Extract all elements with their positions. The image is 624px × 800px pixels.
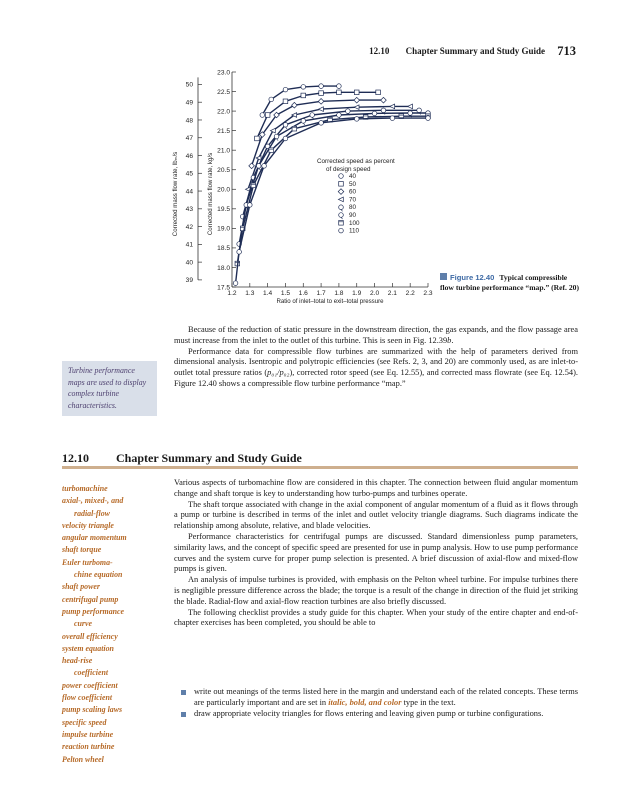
y-tick-label-kg: 23.0 — [217, 69, 230, 77]
checklist-item-1-highlight: italic, bold, and color — [328, 697, 402, 707]
series-point — [337, 113, 342, 118]
key-term: coefficient — [74, 668, 109, 678]
series-point — [301, 93, 306, 98]
legend-marker — [339, 228, 344, 233]
series-point — [283, 122, 288, 127]
key-term: pump scaling laws — [62, 705, 123, 715]
series-line — [239, 113, 428, 244]
legend-title-line-2: of design speed — [326, 166, 371, 173]
legend-marker — [339, 182, 344, 187]
chart-series — [233, 84, 430, 286]
checklist-item — [174, 687, 578, 709]
header-section-number: 12.10 — [369, 46, 390, 56]
series-point — [251, 183, 256, 188]
series-point — [318, 99, 324, 105]
y-tick-label-kg: 22.0 — [217, 108, 230, 116]
y-tick-label-kg: 18.5 — [217, 245, 230, 253]
x-tick-label: 1.5 — [280, 290, 291, 297]
legend-label: 50 — [349, 180, 357, 188]
y-axis-label-kg: Corrected mass flow rate, kg/s — [207, 152, 214, 236]
chart-legend — [317, 158, 395, 235]
x-tick-label: 1.3 — [245, 290, 255, 297]
series-point — [269, 148, 274, 153]
series-point — [256, 164, 261, 169]
y-axis-label-lb: Corrected mass flow rate, lbₘ/s — [172, 151, 179, 237]
series-point — [390, 116, 395, 121]
y-tick-label-kg: 19.0 — [217, 225, 230, 233]
series-point — [233, 281, 238, 286]
x-tick-label: 2.1 — [387, 290, 397, 297]
legend-label: 40 — [349, 173, 357, 180]
checklist-item — [174, 709, 578, 720]
series-point — [408, 111, 413, 116]
series-point — [381, 108, 386, 113]
series-point — [381, 97, 387, 103]
x-tick-label: 1.2 — [227, 290, 237, 297]
intro-paragraph-1 — [174, 325, 578, 347]
key-term: axial-, mixed-, and — [62, 496, 124, 506]
series-point — [376, 90, 381, 95]
header-title: Chapter Summary and Study Guide — [405, 46, 545, 56]
y-tick-label-lb: 40 — [185, 259, 193, 267]
series-point — [265, 113, 270, 118]
caption-square-icon — [440, 273, 447, 280]
series-point — [354, 97, 360, 103]
x-tick-label: 2.3 — [423, 290, 433, 297]
y-tick-label-lb: 46 — [185, 152, 193, 160]
series-point — [318, 107, 323, 112]
key-terms-list — [62, 483, 162, 766]
legend-marker — [338, 197, 343, 202]
series-point — [283, 99, 288, 104]
series-point-tail — [303, 123, 305, 125]
key-term: Pelton wheel — [62, 754, 104, 764]
legend-label: 70 — [349, 196, 357, 204]
figure-caption-text: Typical compressible flow turbine performance “map.” (Ref. 20) — [440, 273, 579, 292]
key-term: curve — [74, 619, 92, 629]
series-90-percent-speed — [237, 111, 430, 248]
x-tick-label: 1.7 — [316, 290, 326, 297]
legend-marker — [339, 221, 344, 226]
key-term: turbomachine — [62, 484, 108, 493]
legend-label: 90 — [349, 212, 357, 219]
key-term: impulse turbine — [62, 729, 114, 739]
checklist-item-1-text: write out meanings of the terms listed here in the margin and understand each of the related concepts. These terms are particularly important and are set in — [194, 687, 578, 707]
key-term: radial-flow — [74, 508, 110, 518]
x-tick-label: 1.4 — [263, 290, 273, 297]
series-point — [249, 163, 255, 169]
figure-number: Figure 12.40 — [450, 273, 495, 282]
margin-note: Turbine performance maps are used to display complex turbine characteristics. — [62, 361, 157, 416]
legend-marker-tail — [341, 217, 343, 219]
x-axis-label: Ratio of inlet–total to exit–total pressure — [276, 298, 384, 305]
series-point-tail — [277, 139, 279, 141]
section-rule — [62, 466, 578, 469]
series-point — [283, 87, 288, 92]
series-point — [310, 113, 315, 118]
y-tick-label-kg: 19.5 — [217, 206, 230, 214]
series-110-percent-speed — [233, 116, 430, 286]
y-tick-label-kg: 18.0 — [217, 264, 230, 272]
y-tick-label-lb: 50 — [185, 81, 193, 89]
key-term: angular momentum — [62, 533, 127, 543]
y-tick-label-lb: 41 — [185, 241, 193, 249]
key-term: Euler turboma- — [62, 557, 113, 567]
series-point — [319, 121, 324, 126]
y-tick-label-lb: 47 — [185, 135, 193, 143]
legend-marker-tail — [341, 210, 343, 212]
series-point-tail — [285, 127, 287, 129]
series-point — [337, 90, 342, 95]
x-tick-label: 1.6 — [298, 290, 308, 297]
series-point — [262, 164, 267, 169]
y-tick-label-lb: 49 — [185, 99, 193, 107]
series-point — [426, 116, 431, 121]
pressure-ratio-symbol: p₀₁/p₀₂ — [267, 368, 290, 378]
series-point — [390, 104, 395, 109]
series-line — [236, 118, 428, 283]
series-point — [354, 105, 359, 110]
summary-paragraph-3: Performance characteristics for centrifugal pumps are discussed. Standard dimensionless pump parameters, similarity laws, and the concept of specific speed are presented for use in pump analysis. How to use pump performance curves and the system curve for proper pump selection is presented. A brief discussion of axial-flow and mixed-flow pumps is given. — [174, 531, 578, 574]
intro-p1-text: Because of the reduction of static pressure in the downstream direction, the gas expands, and the flow passage area must increase from the inlet to the outlet of this turbine. This is seen in Fig. 12.39 — [174, 325, 578, 345]
series-100-percent-speed — [235, 114, 430, 266]
intro-p2-end: ), corrected rotor speed (see Eq. 12.55), and corrected mass flowrate (see Eq. 12.54). Figure 12.40 shows a compressible flow turbine performance “map.” — [174, 368, 579, 388]
y-tick-label-lb: 42 — [185, 223, 193, 231]
legend-marker — [338, 189, 344, 195]
series-point — [408, 104, 413, 109]
legend-label: 60 — [349, 188, 357, 196]
section-heading — [62, 451, 302, 466]
legend-marker — [339, 174, 344, 179]
summary-paragraph-2: The shaft torque associated with change in the axial component of angular momentum of a fluid as it flows through a pump or turbine is described in terms of the inlet and outlet velocity triangle diagrams. Such diagrams indicate the relationship among absolute, relative, and blade velocities. — [174, 499, 578, 531]
running-header — [369, 44, 576, 59]
series-line — [237, 116, 428, 263]
series-point — [354, 90, 359, 95]
y-tick-label-lb: 45 — [185, 170, 193, 178]
key-term: velocity triangle — [62, 520, 114, 530]
checklist-item-1-end: type in the text. — [401, 697, 456, 707]
y-tick-label-kg: 17.5 — [217, 284, 230, 292]
intro-p2-text: Performance data for compressible flow turbines are summarized with the help of parameters derived from dimensional analysis. Isentropic and polytropic efficiencies (see Refs. 2, 3, and 20) are commonly used, as are inlet-to-outlet total pressure ratios ( — [174, 346, 578, 378]
series-point-tail — [259, 168, 261, 170]
key-term: centrifugal pump — [62, 594, 119, 604]
intro-paragraph-2 — [174, 347, 578, 390]
series-point — [346, 109, 351, 114]
series-point — [319, 91, 324, 96]
series-point — [274, 134, 279, 139]
series-point — [292, 102, 298, 108]
bullet-square-icon — [181, 690, 186, 695]
key-term: pump performance — [62, 606, 125, 616]
series-point — [319, 84, 324, 89]
page-number: 713 — [557, 44, 576, 58]
summary-paragraph-4: An analysis of impulse turbines is provided, with emphasis on the Pelton wheel turbine. For impulse turbines there is negligible pressure difference across the blade; the torque is a result of the change in direction of the fluid jet striking the blade. Radial-flow and axial-flow reaction turbines are also briefly discussed. — [174, 575, 578, 606]
series-point — [260, 113, 265, 118]
series-point — [269, 97, 274, 102]
series-point — [301, 119, 306, 124]
legend-marker — [339, 213, 344, 218]
key-term: overall efficiency — [62, 631, 118, 641]
key-term: flow coefficient — [62, 693, 113, 703]
intro-text — [174, 325, 578, 390]
series-point — [337, 84, 342, 89]
series-point — [255, 136, 260, 141]
key-term: chine equation — [74, 570, 123, 580]
y-tick-label-kg: 20.0 — [217, 186, 230, 194]
intro-p1-end: . — [451, 335, 454, 345]
y-tick-label-kg: 22.5 — [217, 88, 230, 96]
key-term: specific speed — [62, 717, 107, 727]
figure-caption — [440, 273, 582, 293]
bullet-square-icon — [181, 712, 186, 717]
series-point — [248, 203, 253, 208]
section-number: 12.10 — [62, 451, 89, 465]
summary-paragraph-1: Various aspects of turbomachine flow are considered in this chapter. The connection between fluid angular momentum change and shaft torque is key to understanding how turbo-pumps and turbines operate. — [174, 478, 578, 498]
key-term: head-rise — [62, 656, 93, 666]
key-term: shaft torque — [62, 545, 102, 555]
series-point — [301, 85, 306, 90]
series-point — [354, 117, 359, 122]
key-term: reaction turbine — [62, 742, 115, 752]
key-term: shaft power — [62, 582, 100, 592]
study-checklist — [174, 687, 578, 719]
y-tick-label-kg: 21.0 — [217, 147, 230, 155]
series-point — [372, 111, 377, 116]
series-point — [237, 250, 242, 255]
summary-text — [174, 478, 578, 629]
key-term: system equation — [62, 643, 114, 653]
y-tick-label-lb: 48 — [185, 117, 193, 125]
intro-p1-figure-part: b — [447, 335, 452, 345]
section-title: Chapter Summary and Study Guide — [116, 451, 302, 465]
series-point — [283, 136, 288, 141]
y-tick-label-kg: 20.5 — [217, 167, 230, 175]
series-point — [417, 108, 422, 113]
x-tick-label: 1.9 — [352, 290, 362, 297]
series-point — [292, 126, 297, 131]
y-tick-label-kg: 21.5 — [217, 127, 230, 135]
y-tick-label-lb: 43 — [185, 206, 193, 214]
checklist-item-2-text: draw appropriate velocity triangles for flows entering and leaving given pump or turbine configurations. — [194, 708, 544, 718]
turbine-performance-map-chart — [160, 62, 440, 310]
x-tick-label: 2.0 — [369, 290, 380, 297]
x-tick-label: 1.8 — [334, 290, 344, 297]
legend-label: 80 — [349, 204, 357, 212]
legend-label: 110 — [349, 227, 360, 235]
x-tick-label: 2.2 — [405, 290, 415, 297]
legend-label: 100 — [349, 219, 360, 227]
summary-paragraph-5: The following checklist provides a study guide for this chapter. When your study of the entire chapter and end-of-chapter exercises has been completed, you should be able to — [174, 607, 578, 628]
legend-title-line-1: Corrected speed as percent — [317, 158, 395, 165]
legend-marker — [339, 205, 344, 210]
key-term: power coefficient — [62, 680, 118, 690]
y-tick-label-lb: 39 — [185, 277, 193, 285]
y-tick-label-lb: 44 — [185, 188, 193, 196]
